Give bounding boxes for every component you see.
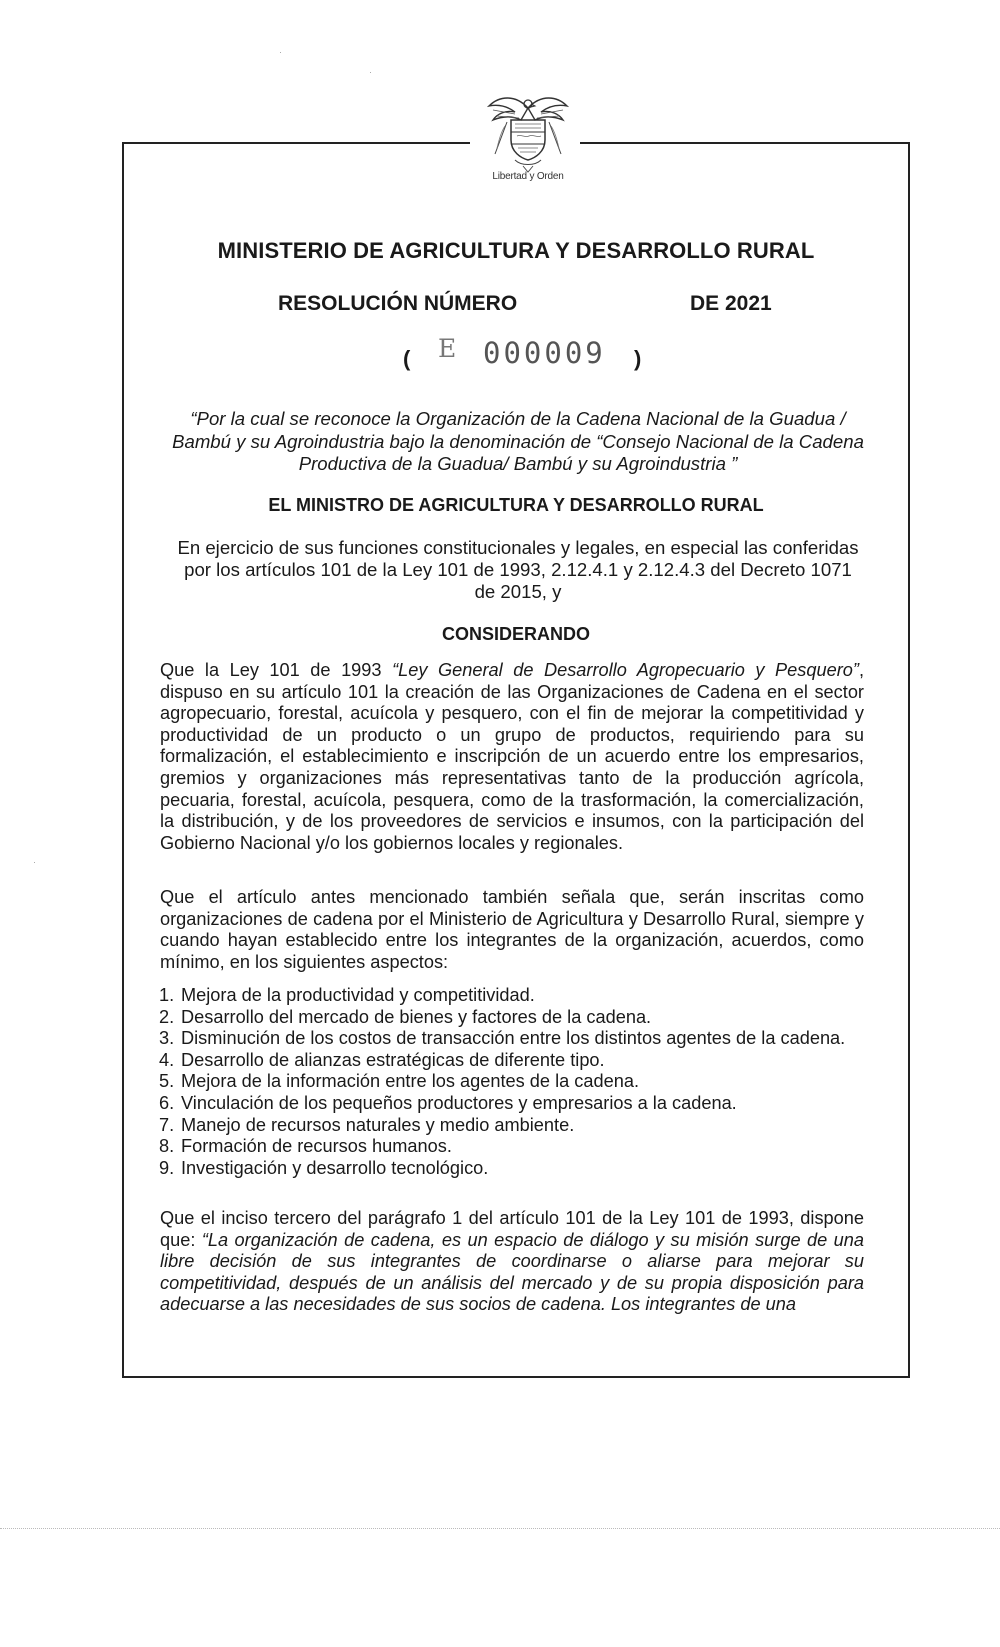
list-item bbox=[159, 1136, 865, 1158]
ministry-title: MINISTERIO DE AGRICULTURA Y DESARROLLO RURAL bbox=[217, 238, 815, 263]
list-number: 5. bbox=[159, 1071, 175, 1092]
list-item bbox=[159, 1093, 865, 1115]
resolution-year: DE 2021 bbox=[690, 292, 772, 315]
paragraph-inciso-tercero bbox=[160, 1208, 864, 1316]
law-name: “Ley General de Desarrollo Agropecuario y Pesquero” bbox=[392, 660, 859, 680]
list-item bbox=[159, 1007, 865, 1029]
list-text: Desarrollo del mercado de bienes y factores de la cadena. bbox=[181, 1006, 652, 1027]
paragraph-rest: , dispuso en su artículo 101 la creación de las Organizaciones de Cadena en el sector agropecuario, forestal, acuícola y pesquero, con el fin de mejorar la competitividad y productividad de un producto o un grupo de productos, requiriendo para su formalización, el establecimiento e inscripción de un acuerdo entre los empresarios, gremios y organizaciones más representativas tanto de la producción agrícola, pecuaria, forestal, acuícola, pesquera, como de la trasformación, la comercialización, la distribución, y de los proveedores de servicios e insumos, con la participación del Gobierno Nacional y/o los gobiernos locales y regionales. bbox=[160, 660, 864, 853]
list-item bbox=[159, 1071, 865, 1093]
resolution-stamp-letter: E bbox=[438, 334, 457, 363]
paragraph-ley-101 bbox=[160, 660, 864, 854]
list-text: Mejora de la productividad y competitividad. bbox=[181, 985, 535, 1005]
list-number: 3. bbox=[159, 1028, 175, 1049]
list-number: 9. bbox=[159, 1157, 175, 1178]
motto-text: Libertad y Orden bbox=[492, 171, 564, 182]
list-text: Manejo de recursos naturales y medio ambiente. bbox=[181, 1114, 575, 1135]
list-text: Desarrollo de alianzas estratégicas de diferente tipo. bbox=[181, 1049, 605, 1070]
aspects-list bbox=[159, 985, 865, 1179]
list-number: 8. bbox=[159, 1136, 175, 1157]
colombia-coat-of-arms-icon bbox=[485, 88, 571, 178]
list-number: 4. bbox=[159, 1049, 175, 1070]
list-text: Investigación y desarrollo tecnológico. bbox=[181, 1157, 489, 1178]
scan-speck bbox=[370, 72, 371, 73]
list-number: 2. bbox=[159, 1006, 175, 1027]
resolution-number: 000009 bbox=[483, 336, 606, 370]
exercise-clause: En ejercicio de sus funciones constitucionales y legales, en especial las conferidas por los artículos 101 de la Ley 101 de 1993, 2.12.4.1 y 2.12.4.3 del Decreto 1071 de 2015, y bbox=[177, 537, 859, 602]
list-item bbox=[159, 985, 865, 1007]
list-item bbox=[159, 1158, 865, 1180]
list-text: Disminución de los costos de transacción entre los distintos agentes de la cadena. bbox=[181, 1028, 846, 1049]
resolution-paren-close: ) bbox=[634, 346, 642, 371]
list-number: 7. bbox=[159, 1114, 175, 1135]
resolution-summary: “Por la cual se reconoce la Organización de la Cadena Nacional de la Guadua / Bambú y su Agroindustria bajo la denominación de “Consejo Nacional de la Cadena Productiva de la Guadua/ Bambú y su Agroindustria ” bbox=[172, 408, 864, 474]
list-item bbox=[159, 1050, 865, 1072]
list-text: Vinculación de los pequeños productores y empresarios a la cadena. bbox=[181, 1092, 737, 1113]
list-text: Formación de recursos humanos. bbox=[181, 1136, 452, 1157]
resolution-label: RESOLUCIÓN NÚMERO bbox=[278, 292, 518, 315]
list-number: 6. bbox=[159, 1092, 175, 1113]
paragraph-lead: Que el inciso tercero del parágrafo 1 del artículo 101 de la Ley 101 de 1993, dispone que: bbox=[160, 1208, 864, 1250]
list-item bbox=[159, 1028, 865, 1050]
quoted-text: “La organización de cadena, es un espacio de diálogo y su misión surge de una libre decisión de sus integrantes de coordinarse o aliarse para mejorar su competitividad, después de un análisis del mercado y de su propia disposición para adecuarse a las necesidades de sus socios de cadena. Los integrantes de una bbox=[160, 1229, 865, 1315]
paragraph-lead: Que la Ley 101 de 1993 bbox=[160, 660, 393, 680]
page-divider bbox=[0, 1528, 1000, 1529]
scan-speck bbox=[34, 862, 35, 863]
resolution-paren-open: ( bbox=[403, 346, 411, 371]
paragraph-requirements: Que el artículo antes mencionado también señala que, serán inscritas como organizaciones de cadena por el Ministerio de Agricultura y Desarrollo Rural, siempre y cuando hayan establecido entre los integrantes de la organización, acuerdos, como mínimo, en los siguientes aspectos: bbox=[160, 887, 864, 972]
list-item bbox=[159, 1115, 865, 1137]
minister-title: EL MINISTRO DE AGRICULTURA Y DESARROLLO RURAL bbox=[268, 495, 764, 515]
list-number: 1. bbox=[159, 985, 175, 1005]
scan-speck bbox=[280, 52, 281, 53]
list-text: Mejora de la información entre los agentes de la cadena. bbox=[181, 1071, 639, 1092]
considerando-heading: CONSIDERANDO bbox=[441, 624, 590, 644]
